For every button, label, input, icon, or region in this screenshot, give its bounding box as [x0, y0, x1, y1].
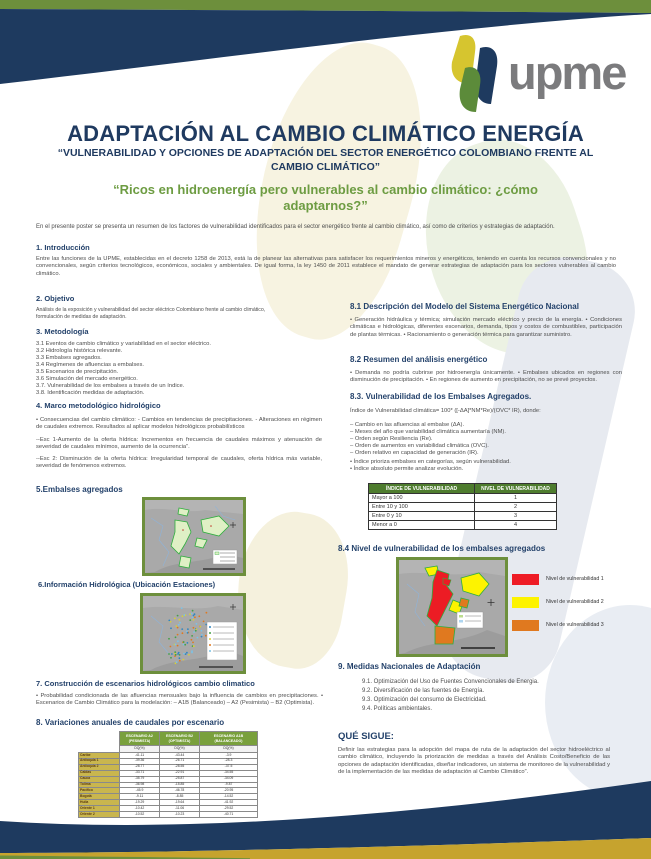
value-cell: -33.71 [120, 770, 160, 776]
methodology-list [36, 341, 322, 397]
poster-quote: “Ricos en hidroenergía pero vulnerables al cambio climático: ¿cómo adaptarnos?” [113, 182, 538, 214]
value-cell: -36.98 [120, 782, 160, 788]
region-label: Cauca [79, 776, 120, 782]
map-nivel-vulnerabilidad [396, 557, 508, 657]
column-header: ESCENARIO A1B (BALANCEADO) [200, 732, 258, 746]
value-cell: -9.11 [120, 794, 160, 800]
column-header: ESCENARIO A2 (PESIMISTA) [120, 732, 160, 746]
que-sigue-body: Definir las estrategias para la adopción del mapa de ruta de la adaptación del sector hidroeléctrico al cambio climático, incluyendo la priorización de medidas a través del Análisis Costo/Beneficio de las opciones de adaptación identificadas, diseñar indicadores, un sistema de monitoreo de la vulnerabilidad y de la implementación de las medidas de adaptación al Cambio Climático”. [338, 747, 610, 776]
unit-cell: DQ(%) [200, 746, 258, 753]
level-cell: 3 [475, 512, 557, 521]
section-8-3-heading: 8.3. Vulnerabilidad de los Embalses Agregados. [350, 392, 532, 401]
vulnerability-index-formula: Índice de Vulnerabilidad climática= 100* ([-ΔA]*NM*Re)/(OVC* IR), donde: [350, 408, 541, 414]
list-item: 3.2 Hidrología histórica relevante. [36, 347, 123, 354]
section-8-2-body: • Demanda no podría cubrirse por hidroenergía únicamente. • Embalses ubicados en regiones con disminución de precipitación. • En regiones de aumento en precipitación, no se prevé proyectos. [350, 370, 622, 384]
value-cell: -11.06 [160, 806, 200, 812]
section-2-heading: 2. Objetivo [36, 294, 75, 303]
section-4-paragraph: • Consecuencias del cambio climático: - Cambios en tendencias de precipitaciones. - Alteraciones en régimen de caudales extremos. Resultados al aplicar modelos hidrológicos probabilísticos [36, 417, 322, 431]
table-row [369, 494, 557, 503]
section-9-heading: 9. Medidas Nacionales de Adaptación [338, 662, 481, 671]
legend-item [512, 597, 622, 608]
value-cell: -41.92 [200, 800, 258, 806]
intro-lead-paragraph: En el presente poster se presenta un resumen de los factores de vulnerabilidad identificados para el sector energético frente al cambio climático, así como de criterios y estrategias de adaptación. [36, 224, 555, 230]
section-7-heading: 7. Construcción de escenarios hidrológicos cambio climatico [36, 679, 255, 688]
value-cell: -15.85 [160, 782, 200, 788]
column-header: ESCENARIO B2 (OPTIMISTA) [160, 732, 200, 746]
list-item: 3.4 Regímenes de afluencias a embalses. [36, 361, 144, 368]
legend-item [512, 574, 622, 585]
upme-logo-leaves-icon [446, 32, 504, 114]
range-cell: Entre 0 y 10 [369, 512, 475, 521]
region-label: Huila [79, 800, 120, 806]
value-cell: -25.87 [160, 776, 200, 782]
value-cell: -20.95 [200, 788, 258, 794]
value-cell: -29.52 [200, 806, 258, 812]
value-cell: -28.77 [120, 764, 160, 770]
value-cell: -10.23 [160, 812, 200, 818]
value-cell: -43.44 [160, 753, 200, 759]
section-8-1-body: • Generación hidráulica y térmica; simulación mercado eléctrico y precio de la energía. • Condiciones climáticas e hidrológicas, diferentes escenarios, demanda, tipos y costos de combustibles, participación de plantas térmicas. • Racionamiento o generación térmica para garantizar suministro. [350, 317, 622, 338]
index-notes-list [350, 459, 622, 473]
list-item: – Orden de aumentos en variabilidad climática (OVC). [350, 443, 489, 450]
unit-cell: DQ(%) [160, 746, 200, 753]
region-label: Bogotá [79, 794, 120, 800]
section-7-body: • Probabilidad condicionada de las afluencias mensuales bajo la influencia de cambios en precipitaciones. • Escenarios de Cambio Climático para la modelación: – A1B (Balanceado) – A2 (Pesimista) – B2 (Optimista). [36, 693, 323, 707]
region-label: Tolima [79, 782, 120, 788]
list-item: 3.6 Simulación del mercado energético. [36, 375, 138, 382]
range-cell: Mayor a 100 [369, 494, 475, 503]
section-8-1-heading: 8.1 Descripción del Modelo del Sistema Energético Nacional [350, 302, 579, 311]
value-cell: -45.9 [120, 788, 160, 794]
list-item: 3.8. Identificación medidas de adaptación. [36, 389, 145, 396]
list-item: – Meses del año que variabilidad climática aumentaría (NM). [350, 429, 506, 436]
table-row [79, 812, 258, 818]
list-item: 3.3 Embalses agregados. [36, 354, 102, 361]
table-row [369, 503, 557, 512]
vulnerability-levels-table [368, 483, 557, 530]
region-label: Oriente 1 [79, 806, 120, 812]
map-embalses-agregados [142, 497, 246, 576]
medidas-list [362, 678, 622, 714]
value-cell: -28.55 [160, 764, 200, 770]
legend-swatch-level-1 [512, 574, 539, 585]
section-8-4-heading: 8.4 Nivel de vulnerabilidad de los embalses agregados [338, 544, 546, 553]
list-item: 9.3. Optimización del consumo de Electricidad. [362, 697, 487, 703]
value-cell: -40.71 [200, 812, 258, 818]
vulnerability-legend [512, 574, 622, 643]
value-cell: -14.52 [200, 794, 258, 800]
section-8-heading: 8. Variaciones anuales de caudales por escenario [36, 718, 225, 727]
section-3-heading: 3. Metodología [36, 327, 89, 336]
value-cell: -34.09 [200, 776, 258, 782]
list-item: – Orden relativo en capacidad de generación (IR). [350, 450, 479, 457]
region-label: Antioquia 1 [79, 758, 120, 764]
section-1-body: Entre las funciones de la UPME, establecidas en el decreto 1258 de 2013, está la de planear las alternativas para satisfacer los requerimientos mineros y energéticos, teniendo en cuenta los recursos convencionales y no convencionales, según criterios tecnológicos, económicos, sociales y ambientales. De igual forma, la ley 1450 de 2011 establece el mandato de generar estrategias de adaptación para los sectores vulnerables al cambio climático. [36, 256, 616, 277]
table-row [369, 512, 557, 521]
section-4-heading: 4. Marco metodológico hidrológico [36, 401, 161, 410]
table-corner-cell [79, 746, 120, 753]
section-4-paragraph: --Esc 2: Disminución de la oferta hídrica: Irregularidad temporal de caudales, oferta hídrica más variable, severidad de fenómenos extremos. [36, 456, 322, 470]
que-sigue-heading: QUÉ SIGUE: [338, 731, 394, 742]
column-header: ÍNDICE DE VULNERABILIDAD [369, 484, 475, 494]
legend-swatch-level-3 [512, 620, 539, 631]
legend-item [512, 620, 622, 631]
upme-logo-text: upme [508, 46, 626, 99]
value-cell: -35.79 [120, 776, 160, 782]
value-cell: -3.9 [200, 753, 258, 759]
value-cell: -34.55 [200, 770, 258, 776]
legend-label: Nivel de vulnerabilidad 3 [546, 622, 604, 629]
list-item: 3.1 Eventos de cambio climático y variabilidad en el sector eléctrico. [36, 341, 211, 347]
section-2-body: Análisis de la exposición y vulnerabilidad del sector eléctrico Colombiano frente al cambio climático, formulación de medidas de adaptación. [36, 307, 266, 320]
value-cell: -41.11 [120, 753, 160, 759]
region-label: Oriente 2 [79, 812, 120, 818]
level-cell: 1 [475, 494, 557, 503]
value-cell: -46.78 [160, 788, 200, 794]
value-cell: -19.29 [120, 800, 160, 806]
value-cell: -37.5 [200, 764, 258, 770]
value-cell: -26.71 [160, 758, 200, 764]
list-item: • Índice absoluto permite analizar evolución. [350, 466, 464, 473]
list-item: 3.5 Escenarios de precipitación. [36, 368, 119, 375]
region-label: Antioquia 2 [79, 764, 120, 770]
section-6-heading: 6.Información Hidrológica (Ubicación Estaciones) [38, 580, 216, 589]
upme-logo [446, 32, 625, 114]
value-cell: -39.36 [120, 758, 160, 764]
section-1-heading: 1. Introducción [36, 243, 90, 252]
list-item: • Índice prioriza embalses en categorías, según vulnerabilidad. [350, 459, 511, 465]
caudales-por-escenario-table [78, 731, 258, 818]
region-label: Caldas [79, 770, 120, 776]
poster-title: ADAPTACIÓN AL CAMBIO CLIMÁTICO ENERGÍA [67, 121, 584, 146]
value-cell: -22.91 [160, 770, 200, 776]
legend-label: Nivel de vulnerabilidad 2 [546, 599, 604, 606]
region-label: Pacífico [79, 788, 120, 794]
value-cell: -8.85 [160, 794, 200, 800]
value-cell: -10.42 [120, 806, 160, 812]
table-row [369, 521, 557, 530]
unit-cell: DQ(%) [120, 746, 160, 753]
level-cell: 4 [475, 521, 557, 530]
legend-label: Nivel de vulnerabilidad 1 [546, 576, 604, 583]
list-item: 9.1. Optimización del Uso de Fuentes Convencionales de Energia. [362, 679, 539, 685]
level-cell: 2 [475, 503, 557, 512]
list-item: 9.4. Políticas ambientales. [362, 706, 433, 712]
list-item: – Cambio en las afluencias al embalse (ΔA). [350, 422, 465, 428]
section-4-paragraph: --Esc 1-Aumento de la oferta hídrica: Incrementos en frecuencia de caudales máximos y atenuación de severidad de caudales mínimos, aumento de la ocurrencia”. [36, 437, 322, 451]
poster-subtitle: “VULNERABILIDAD Y OPCIONES DE ADAPTACIÓN DEL SECTOR ENERGÉTICO COLOMBIANO FRENTE AL CAMBIO CLIMÁTICO” [57, 147, 594, 173]
region-label: Caribe [79, 753, 120, 759]
list-item: 9.2. Diversificación de las fuentes de Energía. [362, 688, 485, 694]
value-cell: -10.52 [120, 812, 160, 818]
formula-terms-list [350, 422, 622, 457]
table-corner-cell [79, 732, 120, 746]
legend-swatch-level-2 [512, 597, 539, 608]
section-5-heading: 5.Embalses agregados [36, 485, 123, 494]
value-cell: -9.87 [200, 782, 258, 788]
range-cell: Menor a 0 [369, 521, 475, 530]
list-item: – Orden según Resiliencia (Re). [350, 436, 433, 443]
section-8-2-heading: 8.2 Resumen del análisis energético [350, 355, 488, 364]
column-header: NIVEL DE VULNERABILIDAD [475, 484, 557, 494]
range-cell: Entre 10 y 100 [369, 503, 475, 512]
value-cell: -19.64 [160, 800, 200, 806]
map-estaciones-hidrologicas [140, 593, 246, 674]
value-cell: -28.3 [200, 758, 258, 764]
list-item: 3.7. Vulnerabilidad de los embalses a través de un índice. [36, 382, 185, 389]
